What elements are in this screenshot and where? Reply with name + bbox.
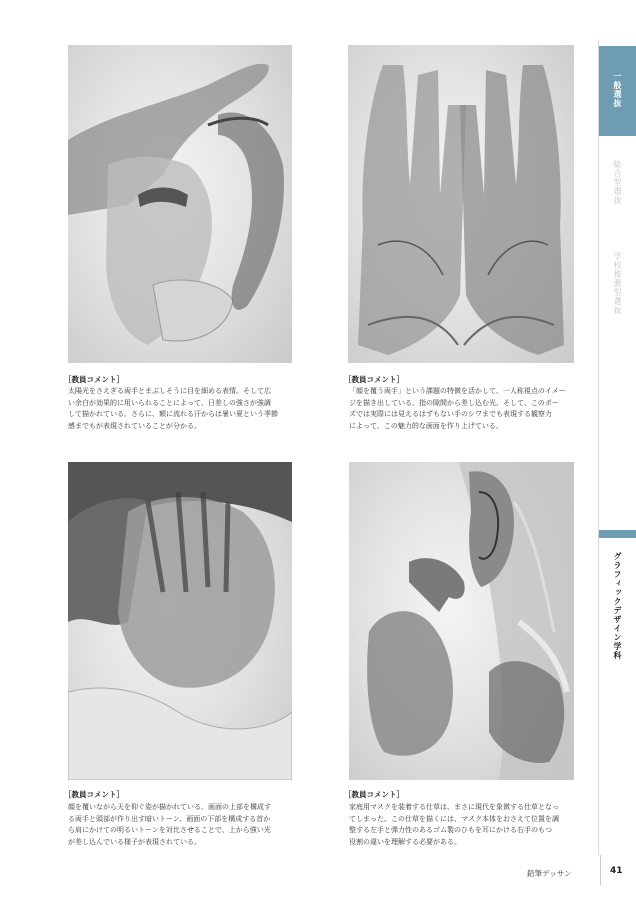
comment-text: 太陽光をさえぎる両手とまぶしそうに目を細める表情。そして広 い余白が効果的に用いられることによって、日差しの強さが強調 して描かれている。さらに、額に流れる汗からは暑い夏という季節 感までもが表現されていることが分かる。	[68, 387, 278, 430]
tab-label: グラフィックデザイン学科	[613, 552, 622, 660]
tab-general-selection[interactable]	[599, 46, 636, 136]
tab-comprehensive-selection[interactable]	[599, 150, 636, 230]
drawing-face-covered	[68, 462, 292, 780]
footer-divider	[600, 855, 601, 885]
comment-text: 家庭用マスクを装着する仕草は、まさに現代を象徴する仕草となっ てしまった。この仕草を描くには、マスク本体をおさえて位置を調 整する左手と弾力性のあるゴム製のひもを耳にかける右手のもつ 役割の違いを理解する必要がある。	[349, 803, 559, 846]
drawing-shading-hands	[68, 45, 292, 363]
tab-label: 総合型選抜	[613, 160, 622, 205]
tab-label: 一般選抜	[613, 72, 622, 108]
comment-text: 顔を覆いながら天を仰ぐ姿が描かれている。画面の上部を構成す る両手と頭部が作り出す暗いトーン、画面の下部を構成する首か ら肩にかけての明るいトーンを対比させることで、上から強い光 が差し込んでいる様子が表現されている。	[68, 803, 271, 846]
comment-heading: ［教員コメント］	[64, 790, 124, 799]
page-number: 41	[610, 866, 623, 876]
comment-heading: ［教員コメント］	[64, 375, 124, 384]
tab-label: 学校推薦型選抜	[613, 252, 622, 315]
drawing-mask-hands	[349, 462, 574, 780]
tab-graphic-design[interactable]	[599, 530, 636, 680]
comment-heading: ［教員コメント］	[344, 375, 404, 384]
drawing-two-palms	[348, 45, 574, 363]
tab-school-recommendation[interactable]	[599, 240, 636, 350]
comment-text: 「顔を覆う両手」という課題の特徴を活かして、一人称視点のイメー ジを描き出している。指の隙間から差し込む光、そして、このポー ズでは実際には見えるはずもない手のシワまでも表現する観察力 によって、この魅力的な画面を作り上げている。	[349, 387, 566, 430]
footer-section-title: 鉛筆デッサン	[527, 869, 572, 878]
comment-heading: ［教員コメント］	[344, 790, 404, 799]
